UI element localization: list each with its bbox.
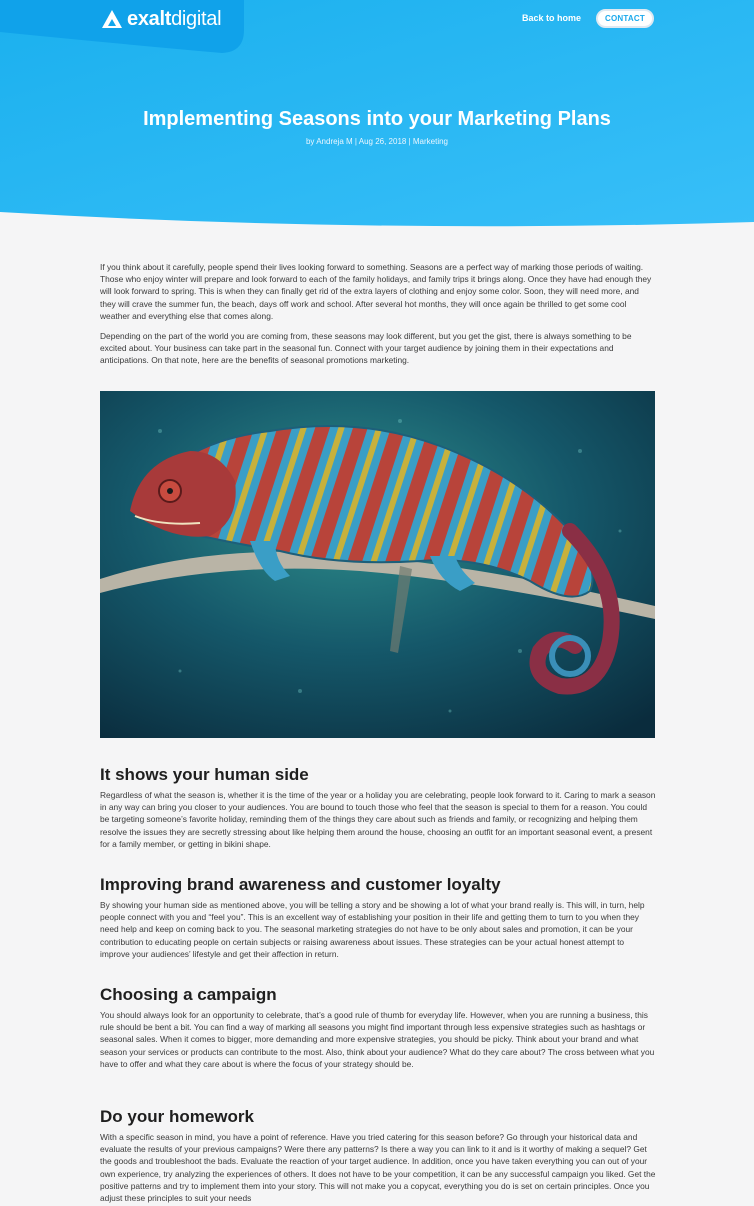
section-body: Regardless of what the season is, whether it is the time of the year or a holiday you are celebrating, people look forward to it. Caring to mark a season in any way can bring you closer to your audiences. You are bound to touch those who feel that the season is special to them for a reason. You could be targeting someone’s favorite holiday, reminding them of the things they care about such as friends and family, or recognizing and helping them resolve the issues they are secretly stressing about like helping them around the house, choosing an outfit for an important seasonal event, a present for a family member, or getting in bikini shape.: [100, 790, 656, 849]
intro-paragraph: If you think about it carefully, people spend their lives looking forward to something. Seasons are a perfect way of marking those periods of waiting. Those who enjoy winter will prepare and look forward to each of the family holidays, and family trips it brings along. Once they have had enough they will look forward to spring. This is when they can finally get rid of the extra layers of clothing and enjoy some color. Soon, they will need more, and they will crave the summer fun, the beach, days off work and school. After several hot months, they will once again be thrilled to get some cool weather and everything else that comes along.: [100, 262, 652, 321]
exalt-logo-icon: [101, 9, 123, 29]
chameleon-photo: [100, 391, 655, 738]
site-logo[interactable]: [101, 7, 221, 31]
contact-button[interactable]: CONTACT: [596, 9, 654, 28]
section-brand-awareness: [100, 875, 656, 960]
section-heading: Do your homework: [100, 1107, 254, 1126]
logo-brand-bold: exalt: [127, 8, 172, 30]
hero-header: [0, 0, 754, 232]
section-human-side: [100, 765, 656, 850]
section-choosing-campaign: [100, 985, 656, 1070]
section-body: With a specific season in mind, you have a point of reference. Have you tried catering for this season before? Go through your historical data and evaluate the results of your previous campaigns? Were there any patterns? Is there a way you can link to it and is it worthy of making a sequel? Get the goods and troubleshoot the bads. Evaluate the reaction of your target audience. In addition, once you have taken everything you can out of your own experience, try analyzing the experiences of others. It does not have to be your competition, it can be any successful campaign you liked. Get the positive patterns and try to implement them into your story. This will not make you a copycat, everything you do is set on certain principles. Once you adjust these principles to suit your needs: [100, 1132, 656, 1204]
section-homework: [100, 1107, 656, 1204]
section-heading: Choosing a campaign: [100, 985, 277, 1004]
page-title: Implementing Seasons into your Marketing Plans: [143, 108, 611, 130]
intro-content: [100, 261, 656, 375]
logo-brand-light: digital: [171, 8, 222, 30]
section-heading: Improving brand awareness and customer loyalty: [100, 875, 501, 894]
chameleon-illustration: [100, 391, 655, 738]
post-meta: by Andreja M | Aug 26, 2018 | Marketing: [305, 137, 449, 146]
intro-paragraph: Depending on the part of the world you are coming from, these seasons may look different, but you get the gist, there is always something to be excited about. Your business can take part in the seasonal fun. Connect with your target audience by joining them in their expectations and anticipations. On that note, here are the benefits of seasonal promotions marketing.: [100, 331, 632, 366]
section-body: By showing your human side as mentioned above, you will be telling a story and be showing a lot of what your brand really is. This will, in turn, help people connect with you and “feel you”. This is an excellent way of establishing your position in their life and getting them to turn to you when they need help and keep on coming back to you. The seasonal marketing strategies do not have to be only about sales and promotion, it can be your contribution to educating people on certain subjects or raising awareness about issues. These strategies can be your actual honest attempt to improve your audiences’ lifestyle and get their affection in return.: [100, 900, 645, 959]
back-to-home-link[interactable]: Back to home: [522, 13, 582, 23]
section-body: You should always look for an opportunity to celebrate, that’s a good rule of thumb for everyday life. However, when you are running a business, this rule should be bent a bit. You can find a way of marking all seasons you might find important through less expensive strategies such as hashtags or seasonal sales. When it comes to bigger, more demanding and more expensive strategies, you should be picky. Think about your brand and what season your services or products can contribute to the most. Also, think about your audience? What do they care about? The cross between what you have to offer and what they care about is where the focus of your strategy should be.: [100, 1010, 655, 1069]
section-heading: It shows your human side: [100, 765, 309, 784]
